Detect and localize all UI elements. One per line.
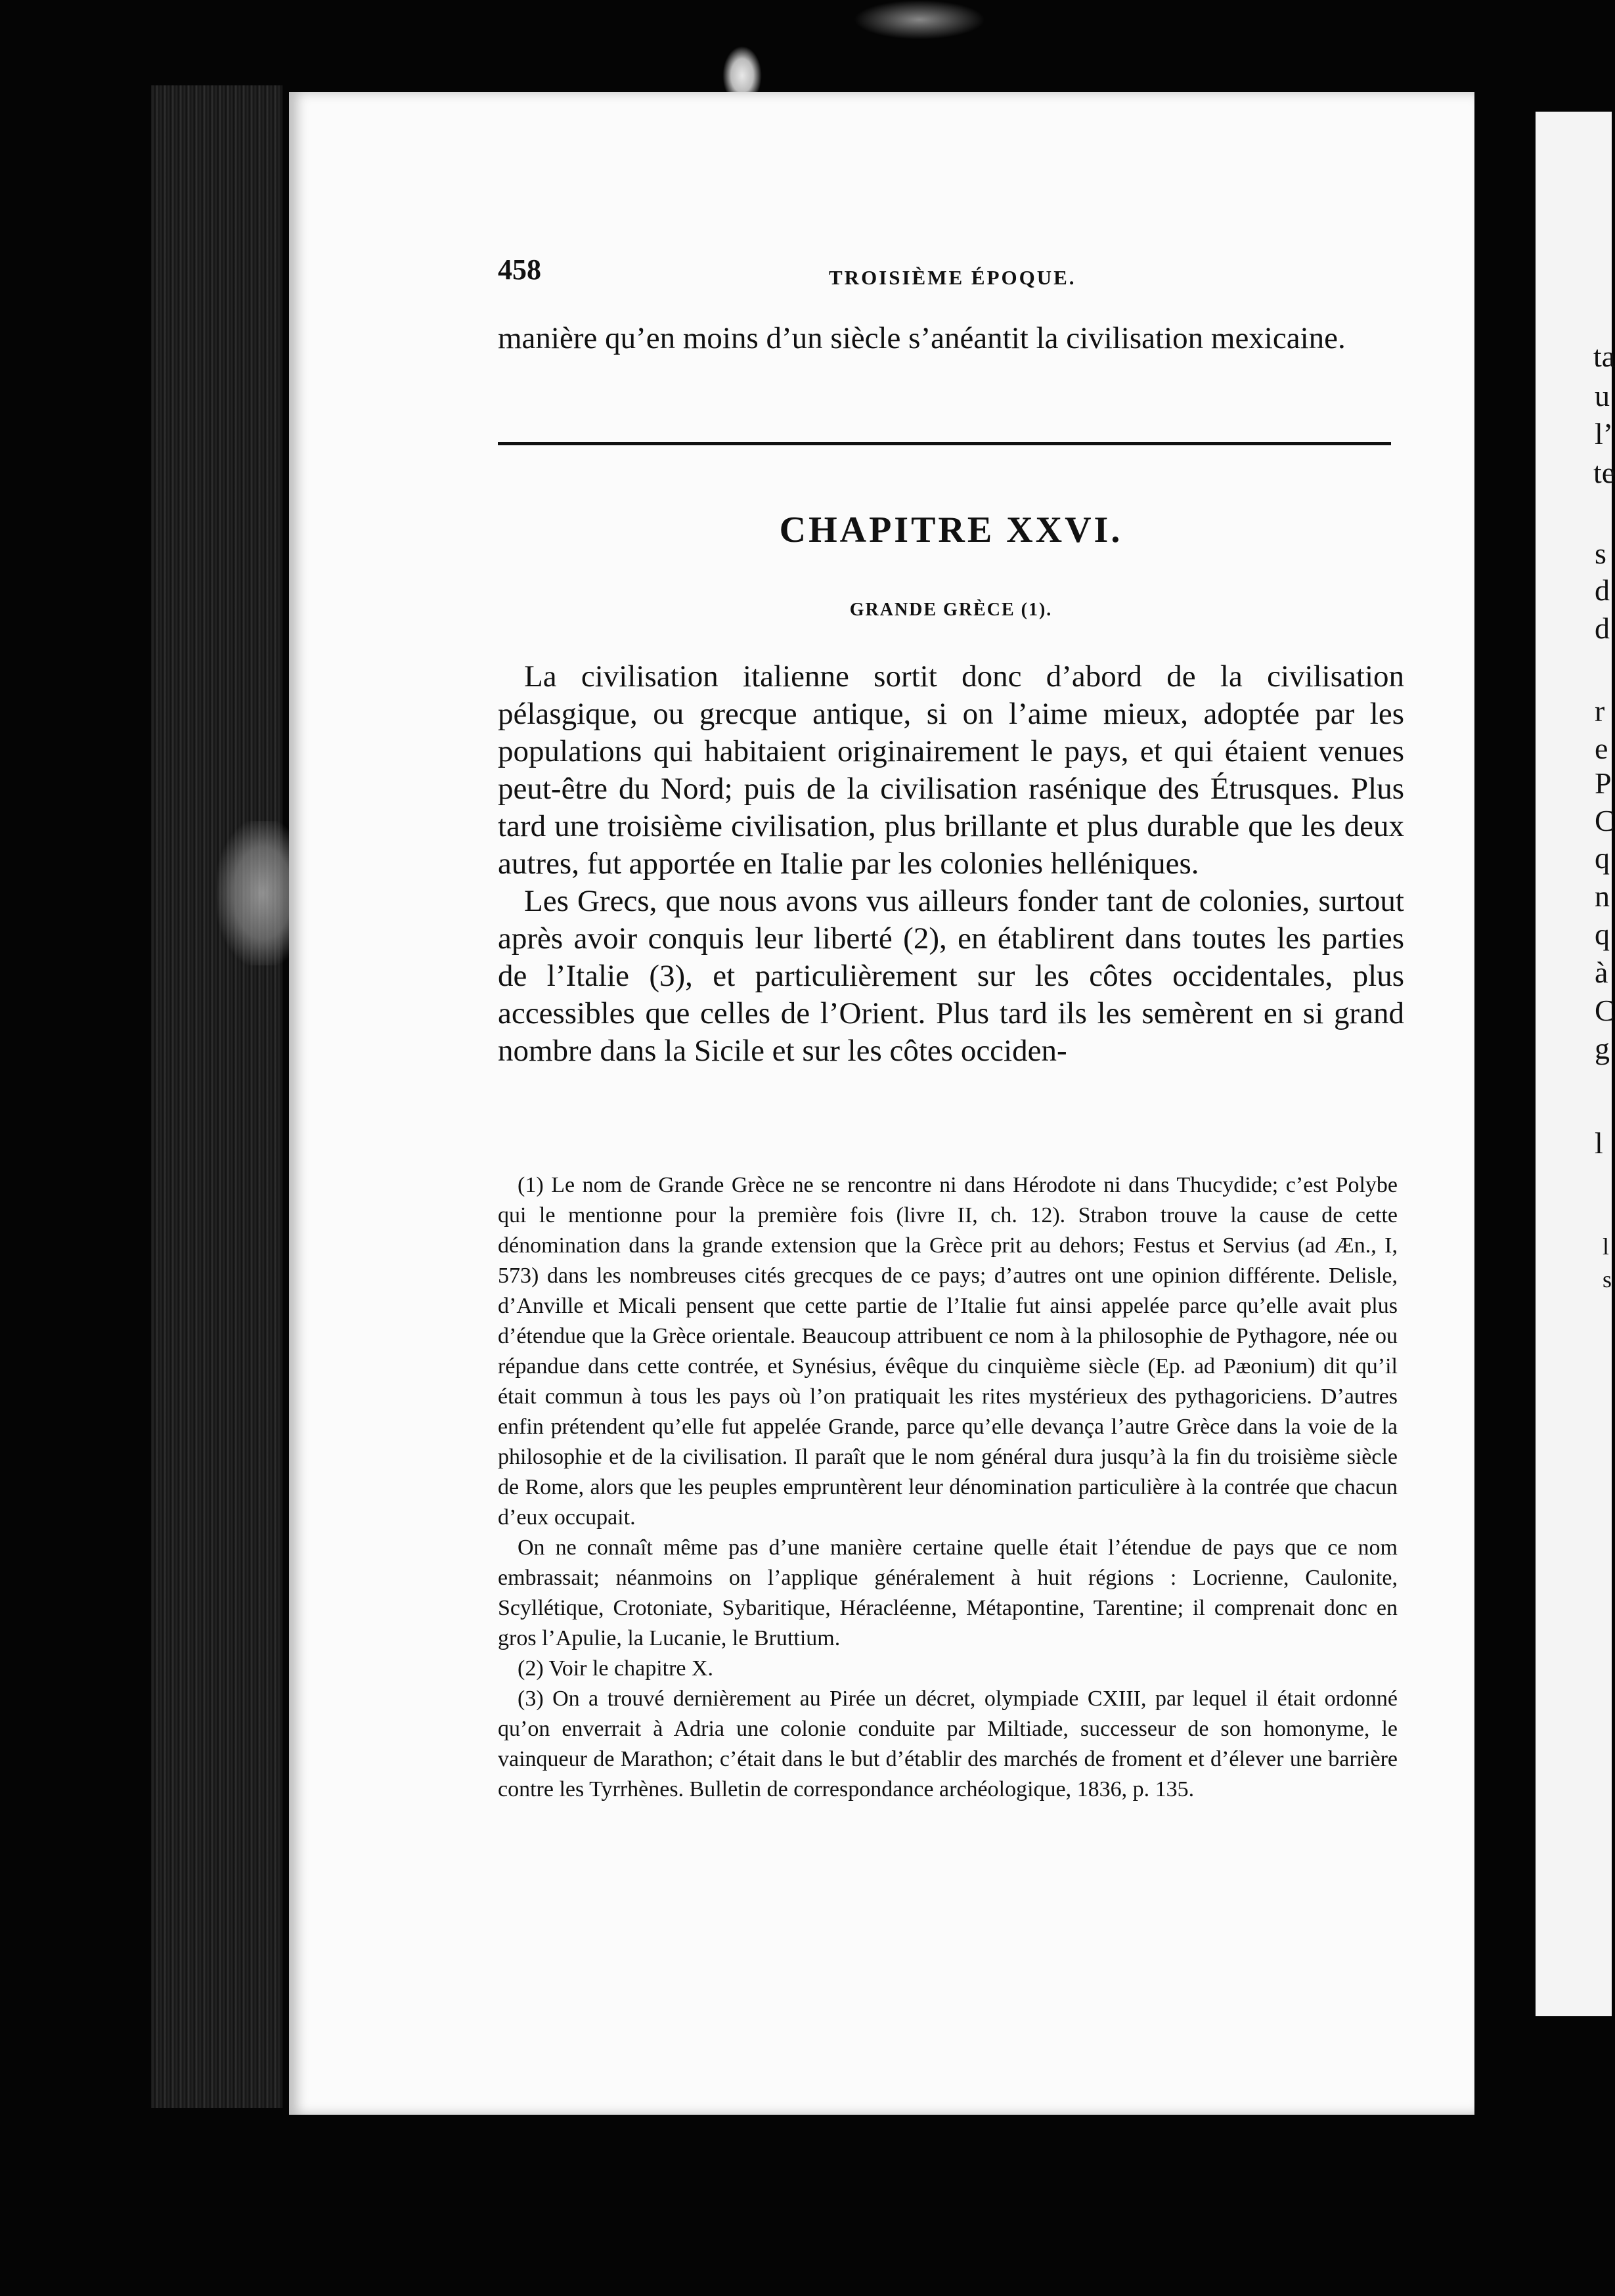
facing-letter: n (1595, 879, 1610, 913)
chapter-subtitle: GRANDE GRÈCE (1). (849, 600, 1053, 620)
facing-letter: te (1593, 456, 1615, 489)
facing-letter: d (1595, 573, 1610, 607)
footnote: On ne connaît même pas d’une manière certaine quelle était l’étendue de pays que ce nom embrassait; néanmoins on l’applique généralement à huit régions : Locrienne, Caulonite, Scyllétique, Crotoniate, Sybaritique, Héracléenne, Métapontine, Tarentine; il comprenait donc en gros l’Apulie, la Lucanie, le Bruttium. (498, 1535, 1398, 1650)
running-head: TROISIÈME ÉPOQUE. (829, 266, 1076, 289)
facing-letter: l (1603, 1233, 1610, 1260)
book-binding-edge (151, 85, 282, 2108)
facing-letter: u (1595, 379, 1610, 412)
facing-letter: à (1595, 956, 1608, 989)
facing-letter: s (1595, 537, 1606, 570)
footnotes (498, 1170, 1398, 1805)
facing-letter: s (1603, 1266, 1612, 1292)
facing-letter: l’ (1595, 417, 1614, 451)
facing-letter: g (1595, 1032, 1610, 1065)
facing-letter: d (1595, 611, 1610, 645)
facing-letter: ta (1593, 340, 1615, 373)
opening-paragraph-block (498, 320, 1404, 357)
facing-letter: C (1595, 804, 1615, 837)
facing-letter: l (1595, 1126, 1603, 1160)
facing-letter: P (1595, 766, 1612, 800)
page-number: 458 (498, 254, 541, 286)
section-rule (498, 442, 1391, 445)
facing-letter: r (1595, 694, 1605, 728)
opening-paragraph: manière qu’en moins d’un siècle s’anéantit la civilisation mexicaine. (498, 321, 1346, 355)
facing-letter: q (1595, 841, 1610, 875)
body-paragraph: Les Grecs, que nous avons vus ailleurs fonder tant de colonies, surtout après avoir conquis leur liberté (2), en établirent dans toutes les parties de l’Italie (3), et particulièrement sur les côtes occidentales, plus accessibles que celles de l’Orient. Plus tard ils les semèrent en si grand nombre dans la Sicile et sur les côtes occiden- (498, 884, 1404, 1068)
chapter-title: CHAPITRE XXVI. (779, 510, 1123, 550)
scan-smudge (854, 0, 985, 39)
body-paragraph: La civilisation italienne sortit donc d’abord de la civilisation pélasgique, ou grecque antique, si on l’aime mieux, adoptée par les populations qui habitaient originairement le pays, et qui étaient venues peut-être du Nord; puis de la civilisation rasénique des Étrusques. Plus tard une troisième civilisation, plus brillante et plus durable que les deux autres, fut apportée en Italie par les colonies helléniques. (498, 659, 1404, 881)
book-page (289, 92, 1474, 2115)
footnote: (1) Le nom de Grande Grèce ne se rencontre ni dans Hérodote ni dans Thucydide; c’est Polybe qui le mentionne pour la première fois (livre II, ch. 12). Strabon trouve la cause de cette dénomination dans la grande extension que la Grèce prit au dehors; Festus et Servius (ad Æn., I, 573) dans les nombreuses cités grecques de ce pays; d’autres ont une opinion différente. Delisle, d’Anville et Micali pensent que cette partie de l’Italie fut ainsi appelée parce qu’elle avait plus d’étendue que la Grèce orientale. Beaucoup attribuent ce nom à la philosophie de Pythagore, née ou répandue dans cette contrée, et Synésius, évêque du cinquième siècle (Ep. ad Pæonium) dit qu’il était commun à tous les pays où l’on pratiquait les rites mystérieux des pythagoriciens. D’autres enfin prétendent qu’elle fut appelée Grande, parce qu’elle devança l’autre Grèce dans la voie de la philosophie et de la civilisation. Il paraît que le nom général dura jusqu’à la fin du troisième siècle de Rome, alors que les peuples empruntèrent leur dénomination particulière à la contrée que chacun d’eux occupait. (498, 1173, 1398, 1530)
chapter-body (498, 658, 1404, 1070)
footnote: (2) Voir le chapitre X. (518, 1656, 714, 1681)
facing-letter: C (1595, 994, 1615, 1027)
footnote: (3) On a trouvé dernièrement au Pirée un décret, olympiade CXIII, par lequel il était ordonné qu’on enverrait à Adria une colonie conduite par Miltiade, successeur de son homonyme, le vainqueur de Marathon; c’était dans le but d’établir des marchés de froment et d’élever une barrière contre les Tyrrhènes. Bulletin de correspondance archéologique, 1836, p. 135. (498, 1687, 1398, 1801)
facing-letter: e (1595, 732, 1608, 765)
facing-letter: q (1595, 917, 1610, 951)
